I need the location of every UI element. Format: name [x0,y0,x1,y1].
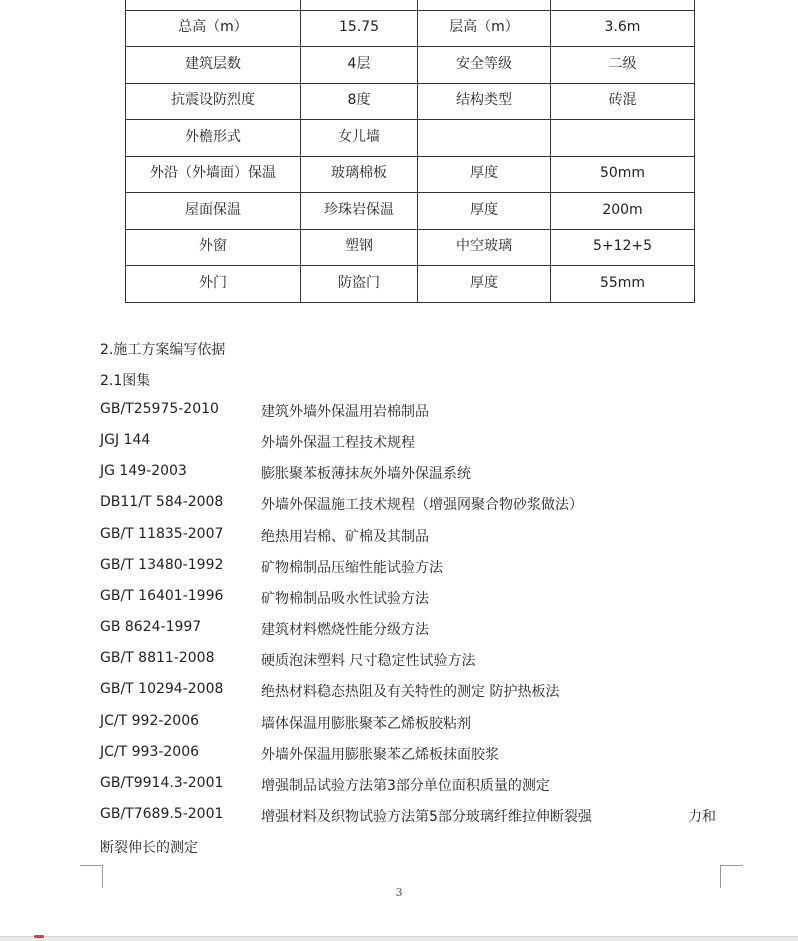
list-item [0,775,798,795]
table-row [126,10,695,47]
table-cell [418,120,551,157]
standard-title: 建筑材料燃烧性能分级方法 [261,622,429,639]
table-cell [551,83,695,120]
cell-text: 厚度 [470,201,498,218]
table-cell [126,83,301,120]
standard-code: GB/T9914.3-2001 [100,774,224,791]
list-item [0,557,798,577]
table-cell [418,266,551,303]
table-cell [126,10,301,47]
table-cell [551,0,695,10]
table-cell [418,47,551,84]
table-cell [301,229,418,266]
cell-text: 砖混 [608,92,637,109]
standard-title: 绝热材料稳态热阻及有关特性的测定 防护热板法 [261,684,560,701]
standard-code: GB/T 16401-1996 [100,587,224,604]
standard-code: JG 149-2003 [100,463,187,480]
table-cell [301,10,418,47]
table-row [126,266,695,303]
cell-text: 屋面保温 [185,201,241,218]
list-item [0,744,798,764]
list-item [0,432,798,452]
page-corner-mark-left [80,865,103,888]
table-cell [301,156,418,193]
table-cell [418,10,551,47]
table-cell [301,47,418,84]
cell-text: 层高（m） [449,19,519,36]
table-cell [301,0,418,10]
list-item [0,650,798,670]
cell-text: 4层 [347,55,371,72]
standard-code: GB/T 11835-2007 [100,525,224,542]
table-row [126,83,695,120]
list-item [0,526,798,546]
standard-title: 增强制品试验方法第3部分单位面积质量的测定 [261,777,550,794]
standard-code: DB11/T 584-2008 [100,494,224,511]
cell-text: 安全等级 [456,55,512,72]
standard-code: JGJ 144 [100,432,151,449]
cell-text: 5+12+5 [592,238,653,255]
list-item [0,463,798,483]
continuation-text: 断裂伸长的测定 [100,840,198,856]
list-item [0,806,798,826]
table-row [126,47,695,84]
cell-text: 外檐形式 [185,128,241,145]
standard-code: JC/T 992-2006 [100,712,200,729]
standard-title: 墙体保温用膨胀聚苯乙烯板胶粘剂 [261,715,471,732]
table-cell [551,10,695,47]
cell-text: 防盗门 [338,274,380,291]
table-cell [418,83,551,120]
table-cell [301,120,418,157]
building-spec-table [125,0,695,303]
table-cell [126,47,301,84]
standard-title: 外墙外保温施工技术规程（增强网聚合物砂浆做法） [261,497,583,514]
cell-text: 抗震设防烈度 [171,92,255,109]
table-cell [126,156,301,193]
cell-text: 外门 [199,274,227,291]
table-cell [126,0,301,10]
standard-title: 外墙外保温工程技术规程 [261,435,415,452]
table-cell [126,266,301,303]
list-item [0,619,798,639]
cell-text: 厚度 [470,274,498,291]
standard-title: 矿物棉制品吸水性试验方法 [261,590,429,607]
table-row [126,229,695,266]
standard-code: GB 8624-1997 [100,619,202,636]
standard-code: GB/T7689.5-2001 [100,805,224,822]
list-item [0,681,798,701]
page-corner-mark-right [720,865,743,888]
standard-title: 外墙外保温用膨胀聚苯乙烯板抹面胶浆 [261,746,499,763]
cell-text: 8度 [347,92,371,109]
table-cell [551,266,695,303]
cell-text: 二级 [608,55,637,72]
cell-text: 总高（m） [178,19,248,36]
list-item [0,401,798,421]
cell-text: 200m [602,201,643,218]
standard-title: 增强材料及织物试验方法第5部分玻璃纤维拉伸断裂强 [261,808,592,825]
table-cell [418,156,551,193]
table-cell [418,193,551,230]
cell-text: 中空玻璃 [456,238,512,255]
standard-code: GB/T 10294-2008 [100,681,224,698]
table-row [126,193,695,230]
standard-title: 矿物棉制品压缩性能试验方法 [261,559,443,576]
list-item [0,713,798,733]
table-cell [126,229,301,266]
section-heading: 2.施工方案编写依据 [100,342,226,358]
cell-text: 厚度 [470,165,498,182]
cell-text: 外窗 [199,238,227,255]
table-cell [551,156,695,193]
table-cell [126,193,301,230]
table-cell [126,120,301,157]
cell-text: 外沿（外墙面）保温 [150,165,276,182]
standard-title-suffix: 力和 [688,808,716,825]
cell-text: 50mm [599,165,646,182]
cell-text: 15.75 [338,19,380,36]
cell-text: 塑钢 [345,238,373,255]
standard-title: 膨胀聚苯板薄抹灰外墙外保温系统 [261,466,471,483]
standard-code: GB/T25975-2010 [100,401,219,417]
cell-text: 3.6m [604,19,641,36]
table-cell [301,266,418,303]
standard-title: 绝热用岩棉、矿棉及其制品 [261,528,429,545]
cell-text: 建筑层数 [185,55,241,72]
table-row [126,0,695,10]
table-cell [551,229,695,266]
table-cell [551,47,695,84]
table-cell [551,120,695,157]
page-number: 3 [395,886,403,899]
table-cell [418,0,551,10]
subsection-heading: 2.1图集 [100,373,151,389]
table-cell [301,193,418,230]
edge-marker [34,935,44,938]
list-item [0,588,798,608]
cell-text: 女儿墙 [338,128,380,145]
cell-text: 玻璃棉板 [331,165,387,182]
table-row [126,120,695,157]
standard-code: JC/T 993-2006 [100,743,200,760]
table-cell [551,193,695,230]
table-row [126,156,695,193]
standard-title: 建筑外墙外保温用岩棉制品 [261,404,429,420]
cell-text: 55mm [599,274,646,291]
table-cell [301,83,418,120]
standard-title: 硬质泡沫塑料 尺寸稳定性试验方法 [261,653,476,670]
cell-text: 珍珠岩保温 [324,201,394,218]
list-item [0,494,798,514]
standard-code: GB/T 8811-2008 [100,650,215,667]
table-cell [418,229,551,266]
cell-text: 结构类型 [456,92,512,109]
standard-code: GB/T 13480-1992 [100,556,224,573]
page-bottom-edge [0,936,798,941]
